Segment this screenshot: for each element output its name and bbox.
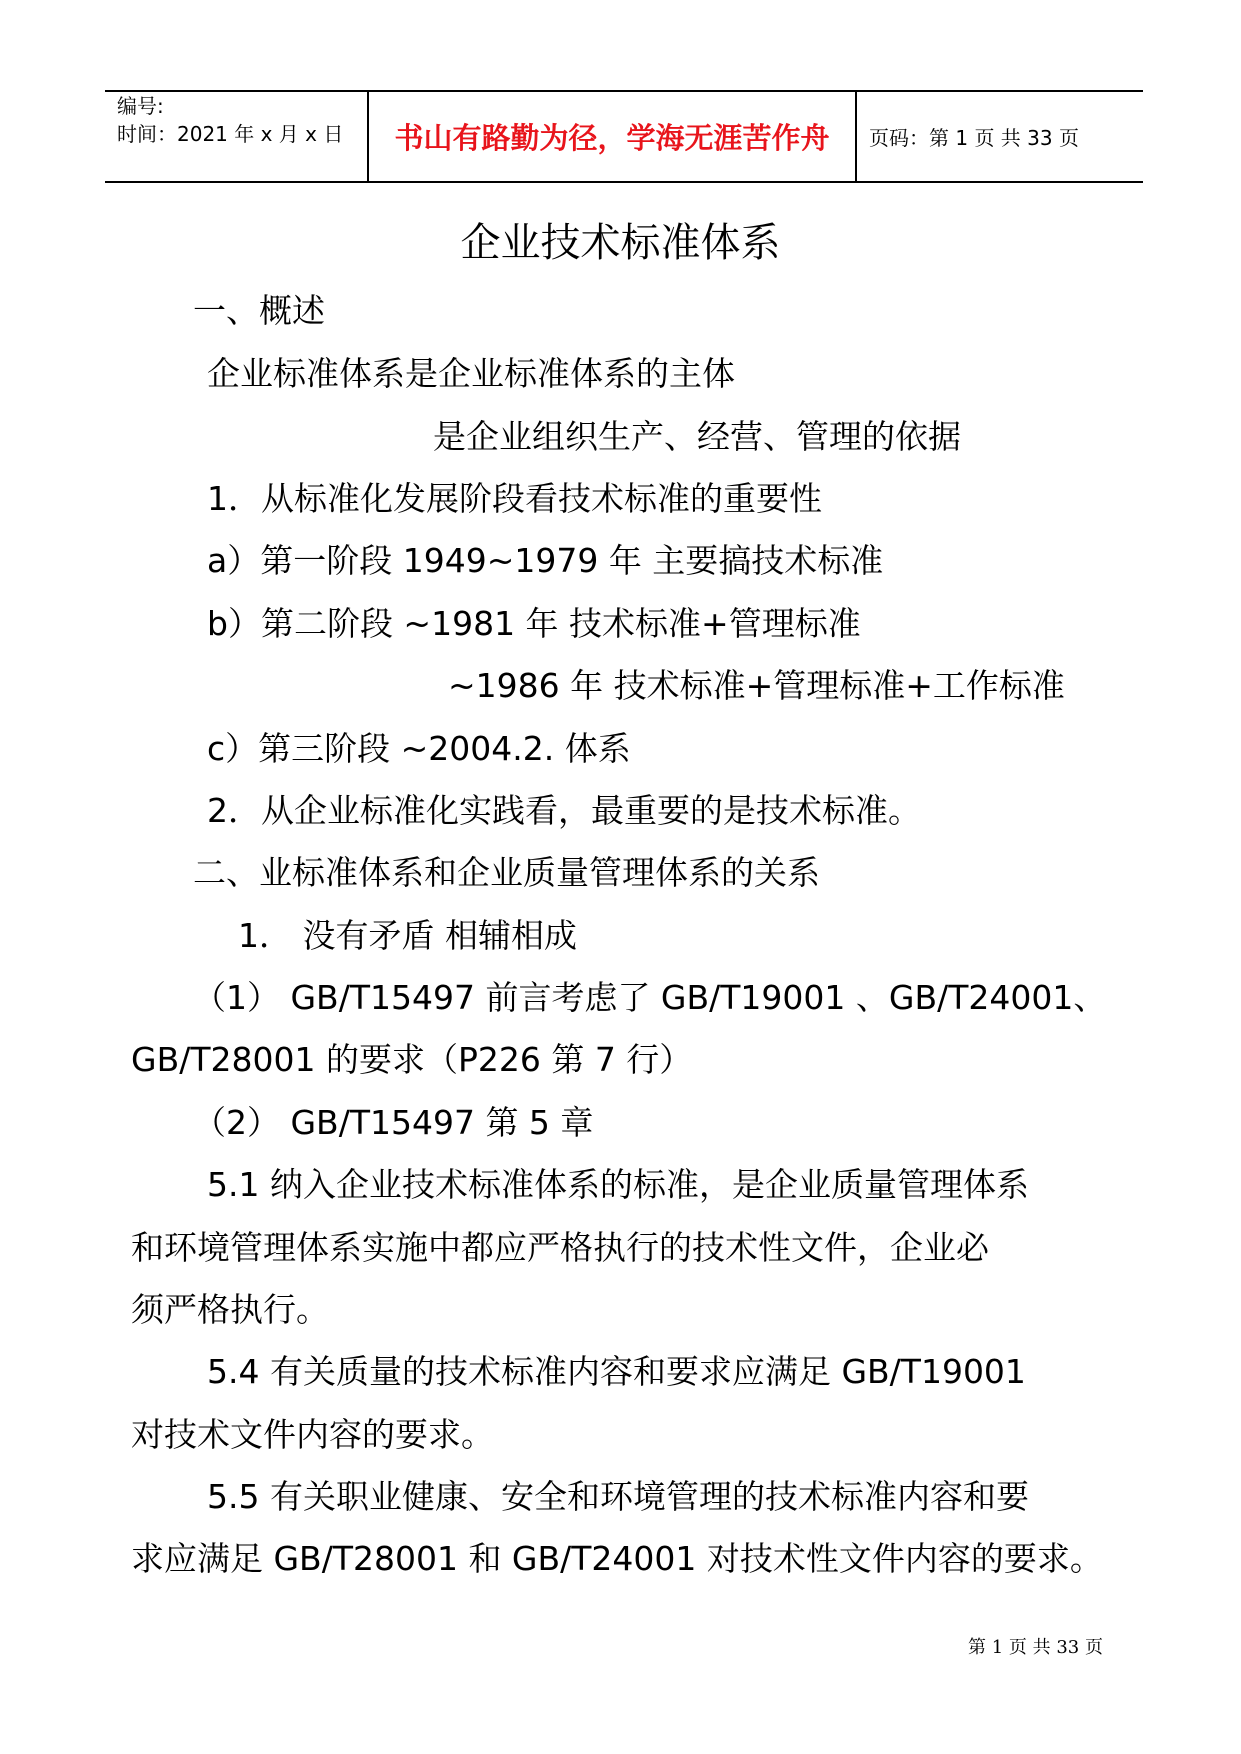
section-heading: 二、业标准体系和企业质量管理体系的关系 — [193, 853, 820, 892]
body-line: 5.1 纳入企业技术标准体系的标准，是企业质量管理体系 — [207, 1165, 1029, 1204]
body-line: 求应满足 GB/T28001 和 GB/T24001 对技术性文件内容的要求。 — [131, 1539, 1103, 1578]
document-time-label: 时间：2021 年 x 月 x 日 — [117, 122, 344, 146]
body-line: （2） GB/T15497 第 5 章 — [193, 1103, 594, 1142]
body-line: 和环境管理体系实施中都应严格执行的技术性文件，企业必 — [131, 1228, 989, 1267]
body-line: 企业标准体系是企业标准体系的主体 — [207, 354, 735, 393]
body-line: GB/T28001 的要求（P226 第 7 行） — [131, 1040, 693, 1079]
footer-page-indicator: 第 1 页 共 33 页 — [968, 1637, 1103, 1658]
body-line: （1） GB/T15497 前言考虑了 GB/T19001 、GB/T24001、 — [193, 978, 1107, 1017]
body-line: 是企业组织生产、经营、管理的依据 — [433, 417, 961, 456]
section-heading: 一、概述 — [193, 291, 325, 330]
page-header — [105, 90, 1143, 183]
body-line: a）第一阶段 1949~1979 年 主要搞技术标准 — [207, 541, 884, 580]
body-line: 5.5 有关职业健康、安全和环境管理的技术标准内容和要 — [207, 1477, 1029, 1516]
body-line: 对技术文件内容的要求。 — [131, 1415, 494, 1454]
body-line: c）第三阶段 ~2004.2. 体系 — [207, 729, 631, 768]
body-line: 1． 没有矛盾 相辅相成 — [238, 916, 577, 955]
body-line: 须严格执行。 — [131, 1290, 329, 1329]
header-page-code: 页码：第 1 页 共 33 页 — [869, 126, 1079, 150]
body-line: 1．从标准化发展阶段看技术标准的重要性 — [207, 479, 822, 518]
body-line: 2．从企业标准化实践看，最重要的是技术标准。 — [207, 791, 921, 830]
header-info-cell — [105, 92, 369, 181]
body-line: 5.4 有关质量的技术标准内容和要求应满足 GB/T19001 — [207, 1352, 1026, 1391]
header-motto: 书山有路勤为径，学海无涯苦作舟 — [394, 121, 830, 155]
document-title: 企业技术标准体系 — [460, 220, 781, 266]
header-motto-cell — [369, 92, 857, 181]
body-line: b）第二阶段 ~1981 年 技术标准+管理标准 — [207, 604, 861, 643]
header-page-cell — [857, 92, 1143, 181]
document-number-label: 编号: — [117, 94, 164, 118]
body-line: ~1986 年 技术标准+管理标准+工作标准 — [448, 666, 1065, 705]
